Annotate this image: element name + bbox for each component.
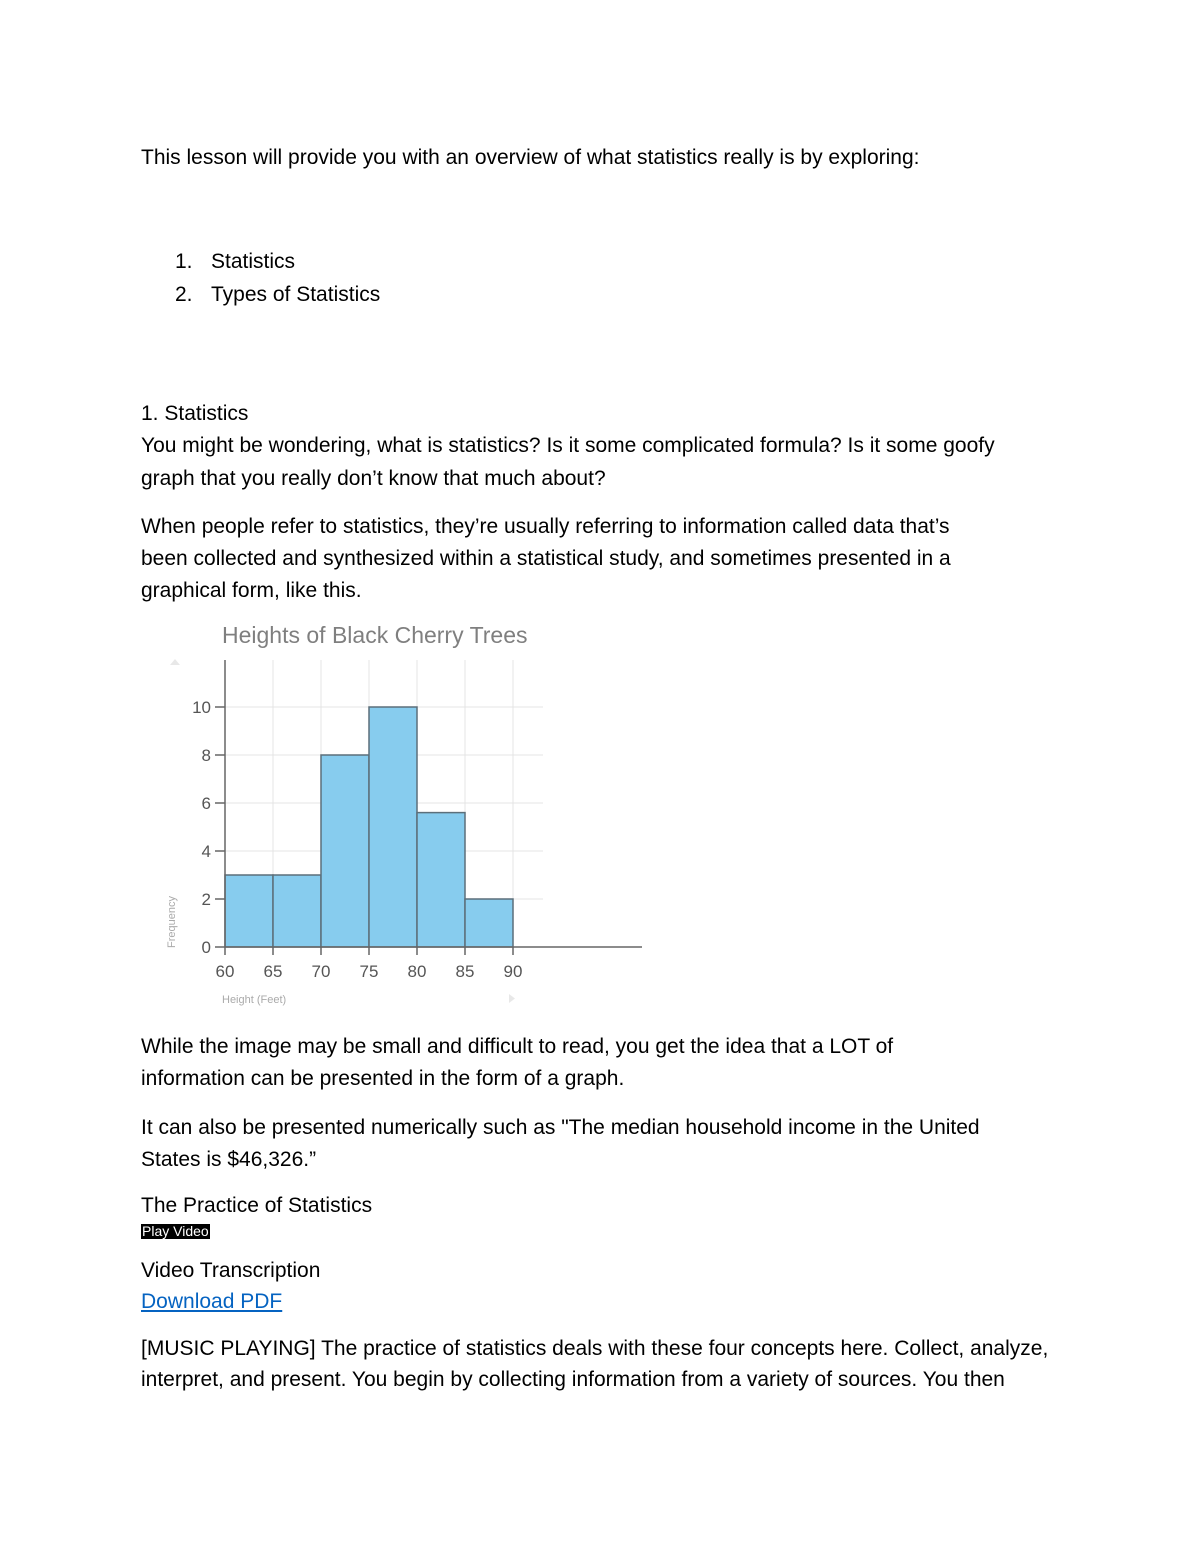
list-item-label: Types of Statistics	[211, 283, 381, 306]
histogram-bar	[225, 875, 273, 947]
y-axis-arrow-icon	[170, 659, 180, 665]
transcript-line: interpret, and present. You begin by collecting information from a variety of sources. You then	[141, 1368, 1005, 1391]
x-tick-label: 70	[311, 962, 331, 981]
histogram-bar	[321, 755, 369, 947]
section-heading: 1. Statistics	[141, 402, 249, 425]
x-tick-label: 85	[455, 962, 475, 981]
y-tick-label: 4	[201, 842, 211, 861]
list-item-label: Statistics	[211, 250, 296, 273]
list-item-number: 1.	[175, 250, 193, 273]
y-tick-label: 8	[201, 746, 211, 765]
histogram-bar	[417, 813, 465, 947]
x-tick-label: 90	[503, 962, 523, 981]
y-axis-label: Frequency	[166, 896, 178, 948]
y-tick-label: 6	[201, 794, 211, 813]
x-axis-arrow-icon	[509, 994, 515, 1003]
intro-text: This lesson will provide you with an overview of what statistics really is by exploring:	[141, 146, 920, 169]
paragraph-line: States is $46,326.”	[141, 1148, 317, 1171]
x-axis-label: Height (Feet)	[222, 994, 287, 1006]
histogram-bar	[369, 707, 417, 947]
histogram-chart	[150, 615, 650, 1010]
paragraph-line: graphical form, like this.	[141, 579, 362, 602]
x-tick-label: 60	[215, 962, 235, 981]
video-title: The Practice of Statistics	[141, 1194, 373, 1217]
paragraph-line: been collected and synthesized within a statistical study, and sometimes presented in a	[141, 547, 951, 570]
paragraph-line: When people refer to statistics, they’re usually referring to information called data that’s	[141, 515, 950, 538]
paragraph-line: information can be presented in the form of a graph.	[141, 1067, 625, 1090]
paragraph-line: graph that you really don’t know that much about?	[141, 467, 606, 490]
list-item-number: 2.	[175, 283, 193, 306]
x-tick-label: 75	[359, 962, 379, 981]
download-pdf-link[interactable]: Download PDF	[141, 1290, 283, 1313]
play-video-button[interactable]: Play Video	[142, 1223, 209, 1239]
y-tick-label: 2	[201, 890, 211, 909]
y-tick-label: 10	[192, 698, 211, 717]
transcript-line: [MUSIC PLAYING] The practice of statistics deals with these four concepts here. Collect, analyze,	[141, 1337, 1049, 1360]
x-tick-label: 80	[407, 962, 427, 981]
chart-title: Heights of Black Cherry Trees	[222, 622, 528, 648]
paragraph-line: It can also be presented numerically such as "The median household income in the United	[141, 1116, 980, 1139]
y-tick-label: 0	[201, 938, 211, 957]
transcription-heading: Video Transcription	[141, 1259, 321, 1282]
histogram-bar	[465, 899, 513, 947]
paragraph-line: While the image may be small and difficult to read, you get the idea that a LOT of	[141, 1035, 894, 1058]
paragraph-line: You might be wondering, what is statistics? Is it some complicated formula? Is it some goofy	[141, 434, 995, 457]
x-tick-label: 65	[263, 962, 283, 981]
histogram-bar	[273, 875, 321, 947]
